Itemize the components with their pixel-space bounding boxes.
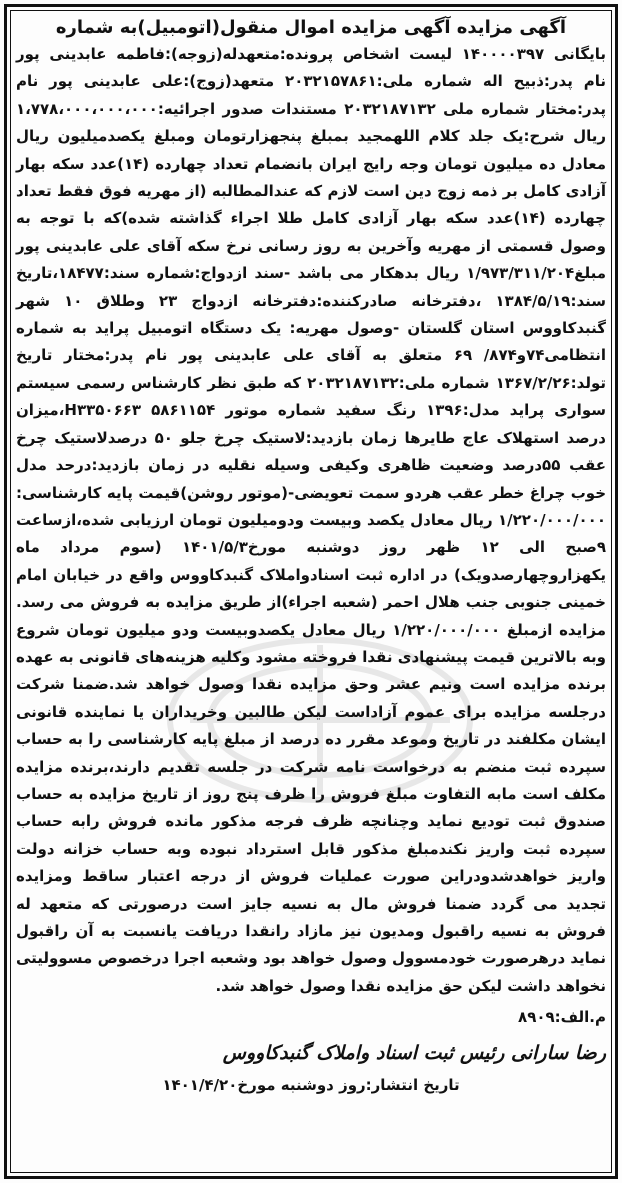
notice-signature: رضا سارانی رئیس ثبت اسناد واملاک گنبدکاووس	[222, 1042, 606, 1065]
notice-title: آگهی مزایده آگهی مزایده اموال منقول(اتومبیل)به شماره	[55, 17, 567, 38]
notice-content	[16, 14, 606, 1098]
publication-date: تاریخ انتشار:روز دوشنبه مورخ۱۴۰۱/۴/۲۰	[162, 1076, 460, 1095]
notice-body: بایگانی ۱۴۰۰۰۰۳۹۷ لیست اشخاص پرونده:متعهدله(زوجه):فاطمه عابدینی پور نام پدر:ذبیح اله شماره ملی:۲۰۳۲۱۵۷۸۶۱ متعهد(زوج):علی عابدینی پور نام پدر:مختار شماره ملی ۲۰۳۲۱۸۷۱۳۲ مستندات صدور اجرائیه:۱،۷۷۸،۰۰۰،۰۰۰،۰۰۰ ریال شرح:یک جلد کلام اللهمجید بمبلغ پنجهزارتومان ومبلغ یکصدمیلیون ریال معادل ده میلیون تومان وجه رایج ایران بانضمام تعداد چهارده (۱۴)عدد سکه بهار آزادی کامل بر ذمه زوج دین است لازم که عندالمطالبه (از مهریه فوق فقط تعداد چهارده (۱۴)عدد سکه بهار آزادی کامل طلا اجراء گذاشته شده)که با توجه به وصول قسمتی از مهریه وآخرین به روز رسانی نرخ سکه آقای علی عابدینی پور مبلغ۱/۹۷۳/۳۱۱/۲۰۴ ریال بدهکار می باشد -سند ازدواج:شماره سند:۱۸۴۷۷،تاریخ سند:۱۳۸۴/۵/۱۹ ،دفترخانه صادرکننده:دفترخانه ازدواج ۲۳ وطلاق ۱۰ شهر گنبدکاووس استان گلستان -وصول مهریه: یک دستگاه اتومبیل پراید به شماره انتظامی۷۴و۸۷۴/ ۶۹ متعلق به آقای علی عابدینی پور نام پدر:مختار تاریخ تولد:۱۳۶۷/۲/۲۶ شماره ملی:۲۰۳۲۱۸۷۱۳۲ که طبق نظر کارشناس رسمی سیستم سواری پراید مدل:۱۳۹۶ رنگ سفید شماره موتور ۵۸۶۱۱۵۴ H۳۳۵۰۶۶۳،میزان درصد استهلاک عاج طایرها زمان بازدید:لاستیک چرخ جلو ۵۰ درصدلاستیک چرخ عقب ۵۵درصد وضعیت ظاهری وکیفی وسیله نقلیه در زمان بازدید:درحد مدل خوب چراغ خطر عقب هردو سمت تعویضی-(موتور روشن)قیمت پایه کارشناسی: ۱/۲۲۰/۰۰۰/۰۰۰ ریال معادل یکصد وبیست ودومیلیون تومان ارزیابی شده،ازساعت ۹صبح الی ۱۲ ظهر روز دوشنبه مورخ۱۴۰۱/۵/۳ (سوم مرداد ماه یکهزاروچهارصدویک) در اداره ثبت اسنادواملاک گنبدکاووس واقع در خیابان امام خمینی جنوبی جنب هلال احمر (شعبه اجراء)از طریق مزایده به فروش می رسد. مزایده ازمبلغ ۱/۲۲۰/۰۰۰/۰۰۰ ریال معادل یکصدوبیست ودو میلیون تومان شروع وبه بالاترین قیمت پیشنهادی نقدا فروخته مشود وکلیه هزینه‌های قانونی به عهده برنده مزایده است ونیم عشر وحق مزایده نقدا وصول خواهد شد.ضمنا شرکت درجلسه مزایده برای عموم آزاداست لیکن طالبین وخریداران یا نماینده قانونی ایشان مکلفند در تاریخ وموعد مقرر ده درصد از مبلغ پایه کارشناسی را به حساب سپرده ثبت منضم به درخواست نامه شرکت در جلسه تقدیم دارند،برنده مزایده مکلف است مابه التفاوت مبلغ فروش را ظرف پنج روز از تاریخ مزایده به حساب صندوق ثبت تودیع نماید وچنانچه ظرف فرجه مذکور مانده فروش رابه حساب سپرده ثبت واریز نکندمبلغ مذکور قابل استرداد نبوده وبه حساب خزانه دولت واریز خواهدشدودراین صورت عملیات فروش از درجه اعتبار ساقط ومزایده تجدید می گردد ضمنا فروش مال به نسیه جایز است درصورتی که متعهد له فروش به نسیه راقبول ومدیون نیز مازاد رانقدا دریافت یانسبت به آن راقبول نماید درهرصورت خودمسوول وصول خواهد بود وشعبه اجرا درخصوص مسوولیتی نخواهد داشت لیکن حق مزایده نقدا وصول خواهد شد.	[16, 45, 607, 995]
notice-code: م.الف:۸۹۰۹	[518, 1008, 606, 1027]
